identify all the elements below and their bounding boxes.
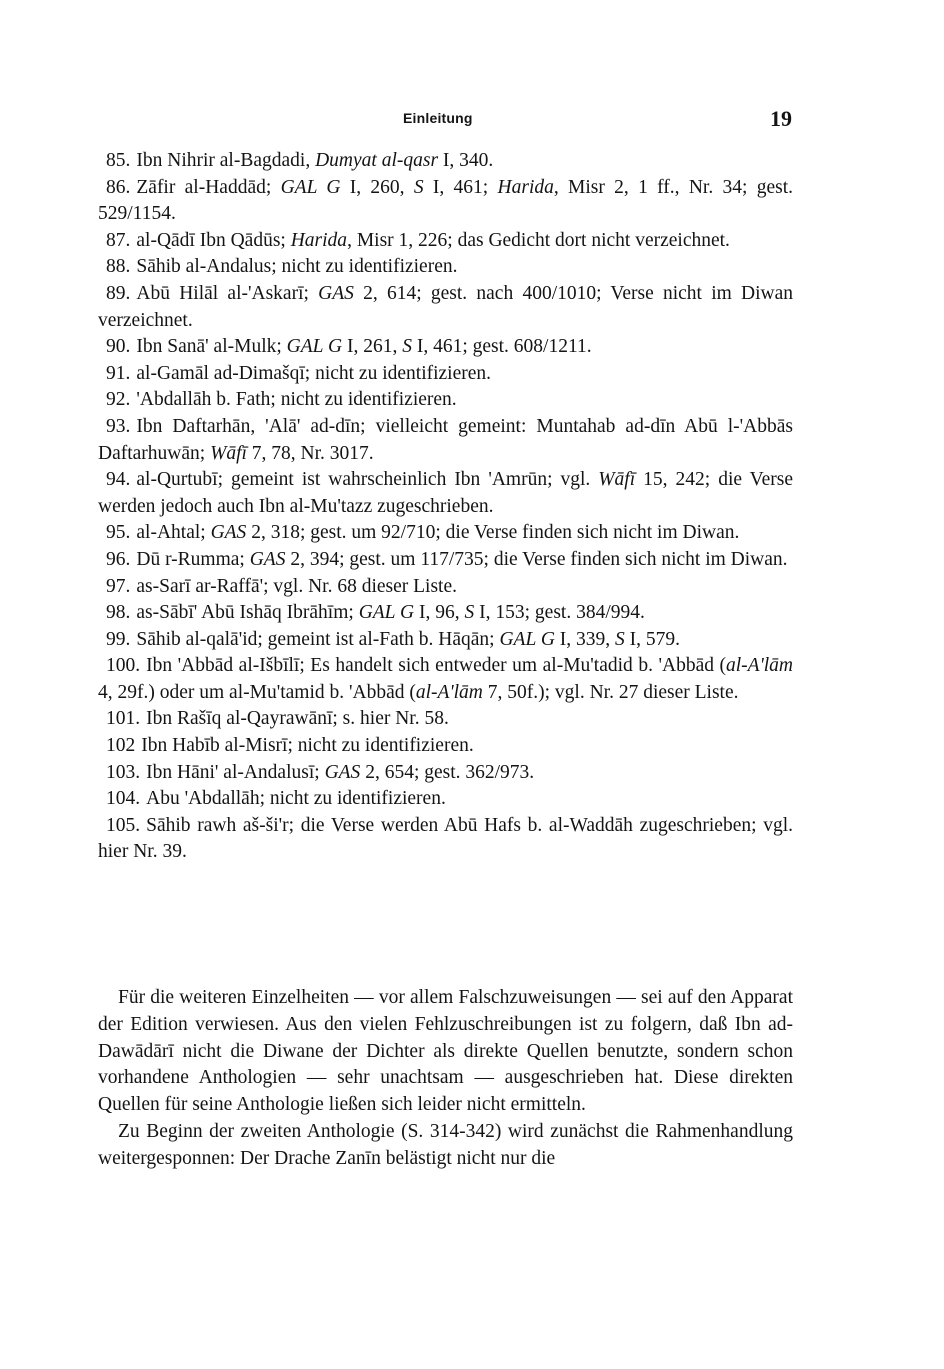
footnote-list — [98, 148, 793, 866]
list-item — [98, 281, 793, 334]
entry-text: Ibn 'Abbād al-Išbīlī; Es handelt sich entweder um al-Mu'tadid b. 'Abbād ( — [146, 655, 726, 677]
entry-number: 94. — [106, 469, 131, 491]
entry-number: 92. — [106, 389, 131, 411]
entry-text: Sāhib rawh aš-ši'r; die Verse werden Abū Hafs b. al-Waddāh zugeschrieben; vgl. hier Nr. 39. — [98, 814, 793, 863]
entry-text: al-Qurtubī; gemeint ist wahrscheinlich Ibn 'Amrūn; vgl. — [136, 469, 599, 491]
entry-number: 93. — [106, 415, 131, 437]
entry-number: 101. — [106, 708, 141, 730]
list-item — [98, 361, 793, 388]
citation-title: S — [615, 628, 625, 650]
entry-text: 'Abdallāh b. Fath; nicht zu identifizieren. — [136, 389, 457, 411]
list-item — [98, 813, 793, 866]
entry-text: 4, 29f.) oder um al-Mu'tamid b. 'Abbād ( — [98, 681, 416, 703]
citation-title: GAL G — [358, 602, 415, 624]
list-item — [98, 467, 793, 520]
entry-number: 91. — [106, 362, 131, 384]
entry-number: 98. — [106, 602, 131, 624]
list-item — [98, 334, 793, 361]
entry-text: Ibn Sanā' al-Mulk; — [136, 336, 287, 358]
entry-number: 105. — [106, 814, 141, 836]
citation-title: GAS — [318, 282, 354, 304]
entry-number: 95. — [106, 522, 131, 544]
entry-text: 7, 50f.); vgl. Nr. 27 dieser Liste. — [482, 681, 739, 703]
entry-text: 15, 242; die Verse werden jedoch auch Ibn al-Mu'tazz zugeschrieben. — [98, 469, 793, 517]
entry-text: Abū Hilāl al-'Askarī; — [136, 282, 319, 304]
list-item — [98, 627, 793, 654]
entry-text: , Misr 1, 226; das Gedicht dort nicht verzeichnet. — [347, 229, 730, 251]
citation-title: GAL G — [499, 628, 555, 650]
page-number: 19 — [770, 106, 792, 131]
entry-number: 85. — [106, 150, 131, 171]
entry-text: I, 461; — [423, 176, 498, 198]
entry-text: Ibn Hāni' al-Andalusī; — [146, 761, 325, 783]
entry-text: Ibn Nihrir al-Bagdadi, — [136, 150, 316, 171]
citation-title: S — [464, 602, 475, 624]
list-item — [98, 653, 793, 706]
list-item — [98, 574, 793, 601]
list-item — [98, 760, 793, 787]
entry-text: al-Gamāl ad-Dimašqī; nicht zu identifizieren. — [136, 362, 492, 384]
entry-text: as-Sarī ar-Raffā'; vgl. Nr. 68 dieser Liste. — [136, 575, 458, 597]
paragraph: Zu Beginn der zweiten Anthologie (S. 314-342) wird zunächst die Rahmenhandlung weitergesponnen: Der Drache Zanīn belästigt nicht nur die — [98, 1120, 793, 1169]
entry-text: Ibn Habīb al-Misrī; nicht zu identifizieren. — [141, 735, 474, 757]
citation-title: Harida — [290, 229, 348, 251]
entry-text: 2, 394; gest. um 117/735; die Verse finden sich nicht im Diwan. — [285, 548, 788, 570]
entry-text: Abu 'Abdallāh; nicht zu identifizieren. — [146, 788, 446, 810]
running-header: Einleitung — [403, 110, 473, 126]
list-item — [98, 733, 793, 760]
entry-text: Ibn Daftarhān, 'Alā' ad-dīn; vielleicht gemeint: Muntahab ad-dīn Abū l-'Abbās Daftarhuwān; — [98, 415, 793, 464]
list-item — [98, 706, 793, 733]
citation-title: Wāfī — [598, 469, 636, 491]
entry-number: 89. — [106, 282, 131, 304]
entry-text: Sāhib al-qalā'id; gemeint ist al-Fath b. Hāqān; — [136, 628, 500, 650]
list-item — [98, 520, 793, 547]
entry-text: 2, 654; gest. 362/973. — [360, 761, 535, 783]
list-item — [98, 547, 793, 574]
body-text — [98, 985, 793, 1173]
entry-text: I, 340. — [438, 150, 494, 171]
list-item — [98, 600, 793, 627]
citation-title: GAL G — [286, 336, 343, 358]
entry-text: Ibn Rašīq al-Qayrawānī; s. hier Nr. 58. — [146, 708, 449, 730]
entry-number: 88. — [106, 256, 131, 278]
list-item — [98, 387, 793, 414]
entry-text: as-Sābī' Abū Ishāq Ibrāhīm; — [136, 602, 359, 624]
entry-number: 100. — [106, 655, 141, 677]
entry-text: 2, 318; gest. um 92/710; die Verse finden sich nicht im Diwan. — [246, 522, 740, 544]
entry-text: Sāhib al-Andalus; nicht zu identifizieren. — [136, 256, 458, 278]
paragraph: Für die weiteren Einzelheiten — vor allem Falschzuweisungen — sei auf den Apparat der Edition verwiesen. Aus den vielen Fehlzuschreibungen ist zu folgern, daß Ibn ad-Dawādārī nicht die Diwane der Dichter als direkte Quellen benutzte, sondern schon vorhandene Anthologien — sehr unachtsam — ausgeschrieben hat. Diese direkten Quellen für seine Anthologie ließen sich leider nicht ermitteln. — [98, 987, 793, 1116]
list-item — [98, 786, 793, 813]
citation-title: S — [402, 336, 412, 358]
entry-text: , Misr 2, 1 ff., Nr. 34; gest. 529/1154. — [98, 176, 793, 225]
citation-title: GAS — [249, 548, 286, 570]
citation-title: Wāfī — [210, 442, 247, 464]
entry-text: al-Qādī Ibn Qādūs; — [136, 229, 291, 251]
entry-number: 86. — [106, 176, 131, 198]
entry-number: 87. — [106, 229, 131, 251]
citation-title: S — [413, 176, 424, 198]
entry-text: 2, 614; gest. nach 400/1010; Verse nicht im Diwan verzeichnet. — [98, 282, 793, 331]
citation-title: GAL G — [280, 176, 341, 198]
entry-text: I, 579. — [624, 628, 681, 650]
citation-title: al-A'lām — [726, 655, 793, 677]
entry-number: 102 — [106, 735, 136, 757]
entry-text: I, 261, — [342, 336, 403, 358]
list-item — [98, 228, 793, 255]
citation-title: Dumyat al-qasr — [315, 150, 439, 171]
entry-number: 104. — [106, 788, 141, 810]
citation-title: Harida — [497, 176, 554, 198]
entry-number: 90. — [106, 336, 131, 358]
citation-title: GAS — [324, 761, 361, 783]
entry-text: I, 461; gest. 608/1211. — [411, 336, 592, 358]
entry-text: I, 260, — [340, 176, 414, 198]
entry-number: 99. — [106, 628, 131, 650]
entry-text: I, 96, — [414, 602, 465, 624]
list-item — [98, 254, 793, 281]
list-item — [98, 414, 793, 467]
citation-title: GAS — [210, 522, 247, 544]
entry-text: Dū r-Rumma; — [136, 548, 250, 570]
entry-text: I, 339, — [554, 628, 616, 650]
entry-text: Zāfir al-Haddād; — [136, 176, 281, 198]
entry-number: 103. — [106, 761, 141, 783]
entry-number: 96. — [106, 548, 131, 570]
entry-text: al-Ahtal; — [136, 522, 211, 544]
entry-number: 97. — [106, 575, 131, 597]
list-item — [98, 148, 793, 175]
list-item — [98, 175, 793, 228]
entry-text: I, 153; gest. 384/994. — [474, 602, 645, 624]
entry-text: 7, 78, Nr. 3017. — [246, 442, 374, 464]
citation-title: al-A'lām — [415, 681, 483, 703]
